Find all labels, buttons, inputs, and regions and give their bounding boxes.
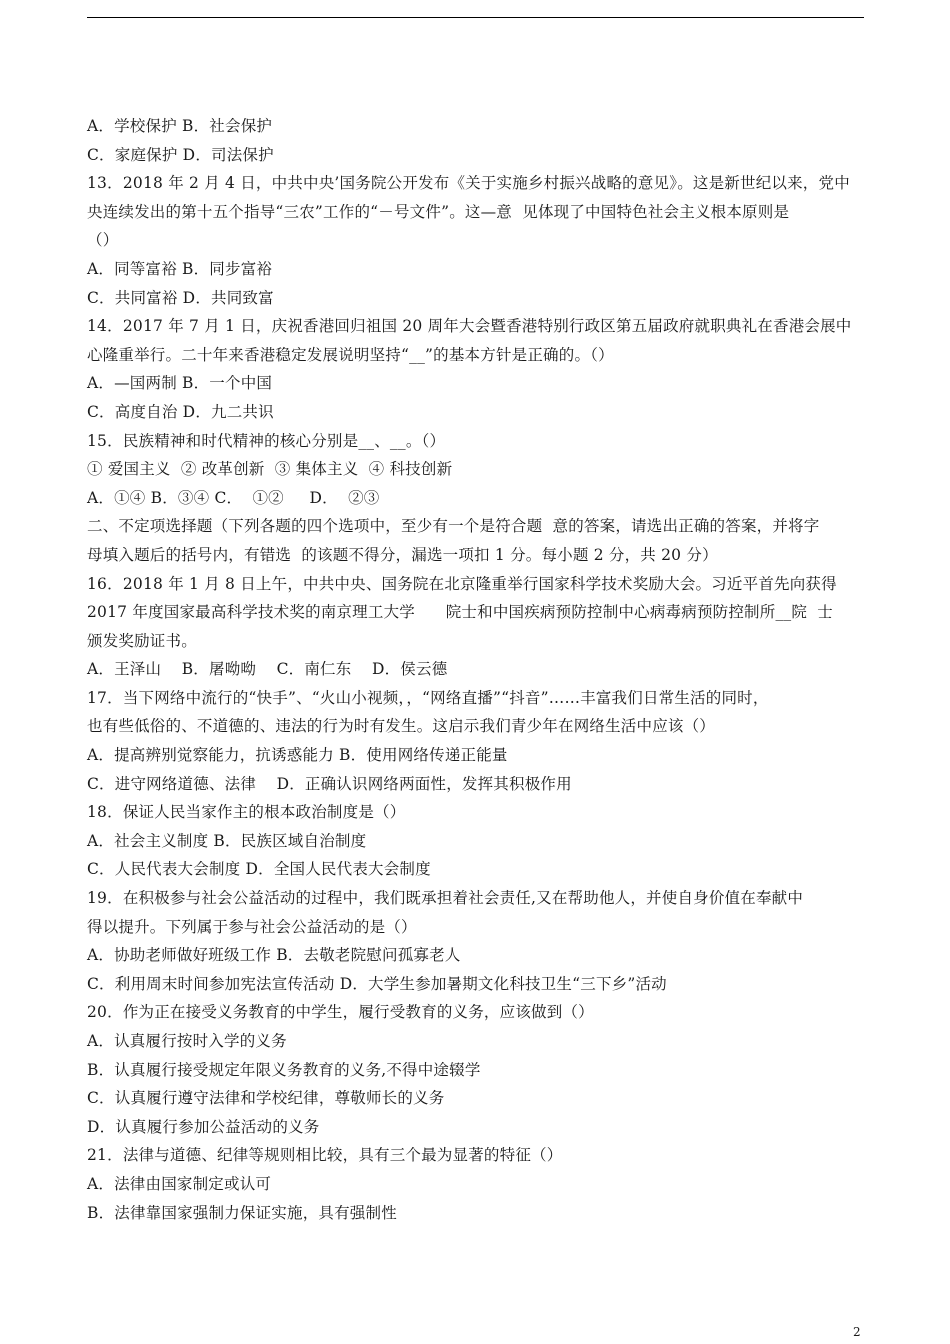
text-line: A．同等富裕 B．同步富裕: [87, 259, 273, 278]
text-line: C．人民代表大会制度 D．全国人民代表大会制度: [87, 860, 431, 879]
question-21-line: 21．法律与道德、纪律等规则相比较，具有三个最为显著的特征（）: [87, 1146, 563, 1165]
header-rule: [87, 17, 864, 18]
text-line: A．学校保护 B．社会保护: [87, 117, 273, 135]
text-line: A．认真履行按时入学的义务: [87, 1032, 287, 1050]
question-15-line: 15．民族精神和时代精神的核心分别是__、__。（）: [87, 431, 446, 450]
text-line: A．王泽山 B．屠呦呦 C．南仁东 D．侯云德: [87, 660, 448, 679]
text-line: 2017 年度国家最高科学技术奖的南京理工大学 院士和中国疾病预防控制中心病毒病预防控制所__院 士: [87, 603, 833, 622]
text-line: C．高度自治 D．九二共识: [87, 402, 274, 421]
text-line: 也有些低俗的、不道德的、违法的行为时有发生。这启示我们青少年在网络生活中应该（）: [87, 717, 716, 736]
text-line: A．提高辨别觉察能力，抗诱惑能力 B．使用网络传递正能量: [87, 746, 508, 765]
text-line: 得以提升。下列属于参与社会公益活动的是（）: [87, 917, 417, 936]
text-line: C．进守网络道德、法律 D．正确认识网络两面性，发挥其积极作用: [87, 774, 572, 793]
text-line: A．①④ B．③④ C． ①② D． ②③: [87, 488, 380, 507]
text-line: C．利用周末时间参加宪法宣传活动 D．大学生参加暑期文化科技卫生“三下乡”活动: [87, 974, 667, 993]
text-line: 心隆重举行。二十年来香港稳定发展说明坚持“__”的基本方针是正确的。（）: [87, 345, 614, 364]
text-line: D．认真履行参加公益活动的义务: [87, 1117, 320, 1136]
text-line: C．家庭保护 D．司法保护: [87, 145, 274, 164]
text-line: （）: [87, 231, 119, 250]
question-18-line: 18．保证人民当家作主的根本政治制度是（）: [87, 803, 406, 822]
text-line: C．认真履行遵守法律和学校纪律，尊敬师长的义务: [87, 1089, 445, 1108]
question-20-line: 20．作为正在接受义务教育的中学生，履行受教育的义务，应该做到（）: [87, 1003, 594, 1022]
text-line: C．共同富裕 D．共同致富: [87, 288, 274, 307]
question-16-line: 16．2018 年 1 月 8 日上午，中共中央、国务院在北京隆重举行国家科学技术奖励大会。习近平首先向获得: [87, 574, 837, 593]
text-line: 母填入题后的括号内，有错选 的该题不得分，漏选一项扣 1 分。每小题 2 分，共 20 分）: [87, 545, 718, 564]
text-line: 颁发奖励证书。: [87, 631, 197, 650]
page-number: 2: [853, 1325, 861, 1339]
text-line: A．协助老师做好班级工作 B．去敬老院慰问孤寡老人: [87, 946, 461, 965]
document-body: [87, 112, 877, 1227]
text-line: A．法律由国家制定或认可: [87, 1174, 272, 1193]
text-line: B．法律靠国家强制力保证实施，具有强制性: [87, 1203, 397, 1222]
section-heading: 二、不定项选择题（下列各题的四个选项中，至少有一个是符合题 意的答案，请选出正确的答案，并将字: [87, 517, 820, 536]
text-line: B．认真履行接受规定年限义务教育的义务,不得中途辍学: [87, 1060, 481, 1079]
question-14-line: 14．2017 年 7 月 1 日，庆祝香港回归祖国 20 周年大会暨香港特别行政区第五届政府就职典礼在香港会展中: [87, 317, 852, 336]
text-line: ① 爱国主义 ② 改革创新 ③ 集体主义 ④ 科技创新: [87, 460, 453, 479]
text-line: 央连续发出的第十五个指导“三农”工作的“－号文件”。这—意 见体现了中国特色社会主义根本原则是: [87, 202, 790, 221]
question-17-line: 17．当下网络中流行的“快手”、“火山小视频，，“网络直播”“抖音”……丰富我们日常生活的同时，: [87, 688, 769, 707]
question-19-line: 19．在积极参与社会公益活动的过程中，我们既承担着社会责任,又在帮助他人，并使自身价值在奉献中: [87, 889, 804, 908]
text-line: A．社会主义制度 B．民族区域自治制度: [87, 831, 367, 850]
question-13-line: 13．2018 年 2 月 4 日，中共中央’国务院公开发布《关于实施乡村振兴战略的意见》。这是新世纪以来，党中: [87, 174, 850, 193]
text-line: A．—国两制 B．一个中国: [87, 374, 273, 393]
